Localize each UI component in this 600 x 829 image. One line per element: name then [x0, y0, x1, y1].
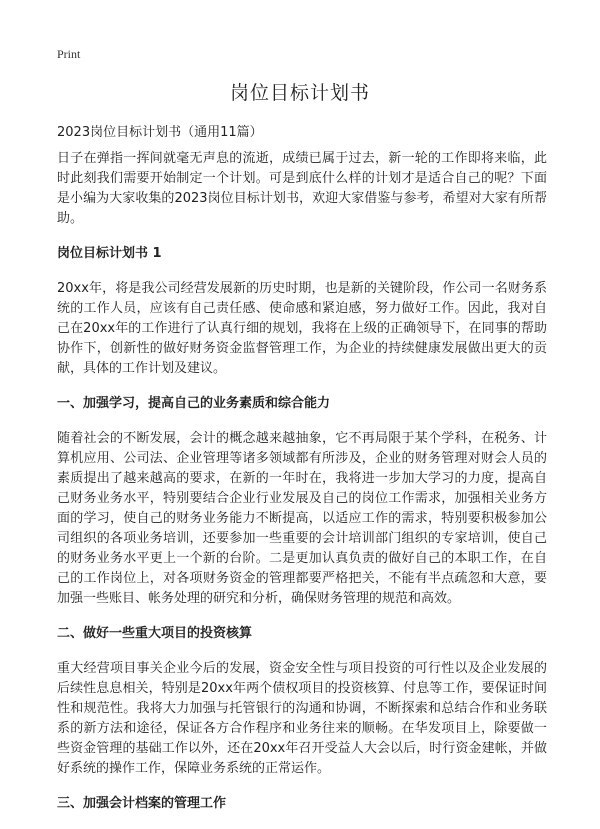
paragraph-2: 随着社会的不断发展，会计的概念越来越抽象，它不再局限于某个学科，在税务、计算机应用、公司法、企业管理等诸多领域都有所涉及，企业的财务管理对财会人员的素质提出了越来越高的要求，在新的一年时在，我将进一步加大学习的力度，提高自己财务业务水平，特别要结合企业行业发展及自己的岗位工作需求，加强相关业务方面的学习，使自己的财务业务能力不断提高，以适应工作的需求，特别要积极参加公司组织的各项业务培训，还要参加一些重要的会计培训部门组织的专家培训，使自己的财务业务水平更上一个新的台阶。二是更加认真负责的做好自己的本职工作，在自己的工作岗位上，对各项财务资金的管理都要严格把关，不能有半点疏忽和大意，要加强一些账目、帐务处理的研究和分析，确保财务管理的规范和高效。 — [57, 431, 547, 606]
print-label[interactable]: Print — [57, 47, 81, 61]
heading-three: 三、加强会计档案的管理工作 — [57, 796, 227, 811]
paragraph-1: 20xx年，将是我公司经营发展新的历史时期，也是新的关键阶段，作公司一名财务系统的工作人员，应该有自己责任感、使命感和紧迫感，努力做好工作。因此，我对自己在20xx年的工作进行了认真行细的规划，我将在上级的正确领导下，在同事的帮助协作下，创新性的做好财务资金监督管理工作，为企业的持续健康发展做出更大的贡献，具体的工作计划及建议。 — [57, 281, 547, 376]
section-title: 岗位目标计划书 1 — [57, 246, 162, 261]
page-title: 岗位目标计划书 — [229, 82, 370, 104]
doc-subtitle: 2023岗位目标计划书（通用11篇） — [57, 125, 263, 140]
intro-paragraph: 日子在弹指一挥间就毫无声息的流逝，成绩已属于过去，新一轮的工作即将来临，此时此刻我们需要开始制定一个计划。可是到底什么样的计划才是适合自己的呢？下面是小编为大家收集的2023岗位目标计划书，欢迎大家借鉴与参考，希望对大家有所帮助。 — [57, 151, 547, 226]
doc-content — [57, 149, 547, 829]
heading-two: 二、做好一些重大项目的投资核算 — [57, 626, 253, 641]
heading-one: 一、加强学习，提高自己的业务素质和综合能力 — [57, 396, 331, 411]
paragraph-3: 重大经营项目事关企业今后的发展，资金安全性与项目投资的可行性以及企业发展的后续性息息相关，特别是20xx年两个债权项目的投资核算、付息等工作，要保证时间性和规范性。我将大力加强与托管银行的沟通和协调，不断探索和总结合作和业务联系的新方法和途径，保证各方合作程序和业务往来的顺畅。在华发项目上，除要做一些资金管理的基础工作以外，还在20xx年召开受益人大会以后，时行资金建帐，并做好系统的操作工作，保障业务系统的正常运作。 — [57, 661, 547, 776]
